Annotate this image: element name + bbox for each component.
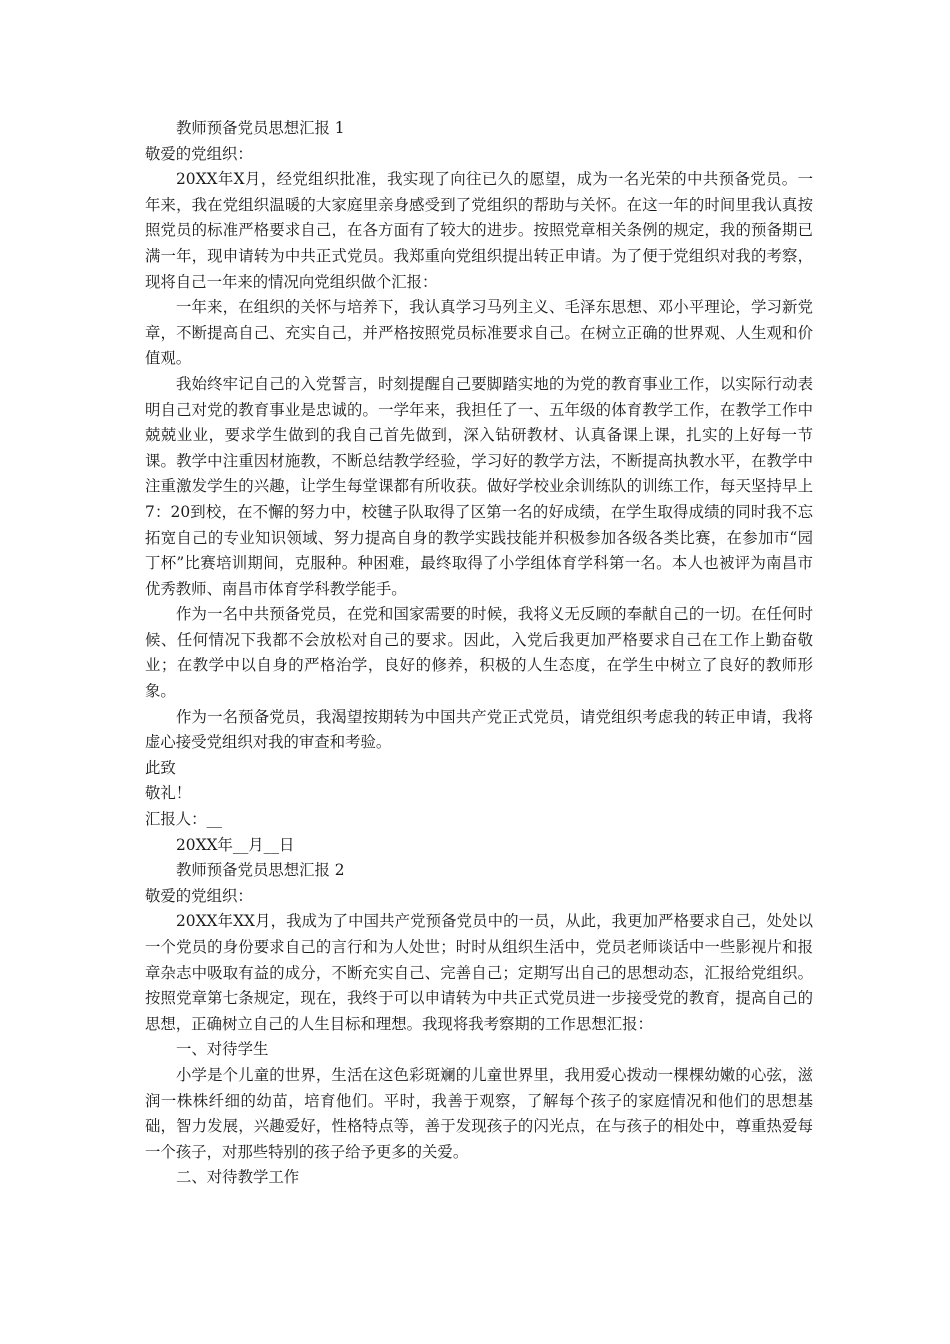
report-2-section-heading: 二、对待教学工作 [176, 1168, 300, 1187]
report-1-title: 教师预备党员思想汇报 1 [176, 119, 345, 137]
report-1-paragraph: 作为一名预备党员，我渴望按期转为中国共产党正式党员，请党组织考虑我的转正申请，我将虚心接受党组织对我的审查和考验。 [145, 707, 813, 752]
report-2-paragraph: 20XX年XX月，我成为了中国共产党预备党员中的一员，从此，我更加严格要求自己，处处以一个党员的身份要求自己的言行和为人处世；时时从组织生活中，党员老师谈话中一些影视片和报章杂志中吸取有益的成分，不断充实自己、完善自己；定期写出自己的思想动态，汇报给党组织。按照党章第七条规定，现在，我终于可以申请转为中共正式党员进一步接受党的教育，提高自己的思想，正确树立自己的人生目标和理想。我现将我考察期的工作思想汇报： [145, 912, 813, 1033]
document-body [145, 116, 813, 1191]
report-1-greeting: 敬礼！ [145, 784, 192, 803]
report-2-section-heading: 一、对待学生 [176, 1040, 269, 1059]
report-1-paragraph: 20XX年X月，经党组织批准，我实现了向往已久的愿望，成为一名光荣的中共预备党员。一年来，我在党组织温暖的大家庭里亲身感受到了党组织的帮助与关怀。在这一年的时间里我认真按照党员的标准严格要求自己，在各方面有了较大的进步。按照党章相关条例的规定，我的预备期已满一年，现申请转为中共正式党员。我郑重向党组织提出转正申请。为了便于党组织对我的考察，现将自己一年来的情况向党组织做个汇报： [145, 170, 813, 291]
report-2-title: 教师预备党员思想汇报 2 [176, 861, 345, 880]
report-1-paragraph: 我始终牢记自己的入党誓言，时刻提醒自己要脚踏实地的为党的教育事业工作，以实际行动表明自己对党的教育事业是忠诚的。一学年来，我担任了一、五年级的体育教学工作，在教学工作中兢兢业业，要求学生做到的我自己首先做到，深入钻研教材、认真备课上课，扎实的上好每一节课。教学中注重因材施教，不断总结教学经验，学习好的教学方法，不断提高执教水平，在教学中注重激发学生的兴趣，让学生每堂课都有所收获。做好学校业余训练队的训练工作，每天坚持早上7：20到校，在不懈的努力中，校毽子队取得了区第一名的好成绩，在学生取得成绩的同时我不忘拓宽自己的专业知识领域、努力提高自身的教学实践技能并积极参加各级各类比赛，在参加市“园丁杯”比赛培训期间，克服种。种困难，最终取得了小学组体育学科第一名。本人也被评为南昌市优秀教师、南昌市体育学科教学能手。 [145, 374, 813, 598]
report-1-salutation: 敬爱的党组织： [145, 144, 253, 163]
report-1-paragraph: 作为一名中共预备党员，在党和国家需要的时候，我将义无反顾的奉献自己的一切。在任何时候、任何情况下我都不会放松对自己的要求。因此，入党后我更加严格要求自己在工作上勤奋敬业；在教学中以自身的严格治学，良好的修养，积极的人生态度，在学生中树立了良好的教师形象。 [145, 605, 813, 701]
report-1-date: 20XX年__月__日 [176, 835, 295, 854]
report-2-salutation: 敬爱的党组织： [145, 886, 253, 905]
report-1-paragraph: 一年来，在组织的关怀与培养下，我认真学习马列主义、毛泽东思想、邓小平理论，学习新党章，不断提高自己、充实自己，并严格按照党员标准要求自己。在树立正确的世界观、人生观和价值观。 [145, 298, 813, 368]
report-2-paragraph: 小学是个儿童的世界，生活在这色彩斑斓的儿童世界里，我用爱心拨动一棵棵幼嫩的心弦，滋润一株株纤细的幼苗，培育他们。平时，我善于观察，了解每个孩子的家庭情况和他们的思想基础，智力发展，兴趣爱好，性格特点等，善于发现孩子的闪光点，在与孩子的相处中，尊重热爱每一个孩子，对那些特别的孩子给予更多的关爱。 [145, 1065, 813, 1161]
report-1-closing: 此致 [145, 758, 176, 777]
report-1-reporter: 汇报人：__ [145, 810, 222, 829]
